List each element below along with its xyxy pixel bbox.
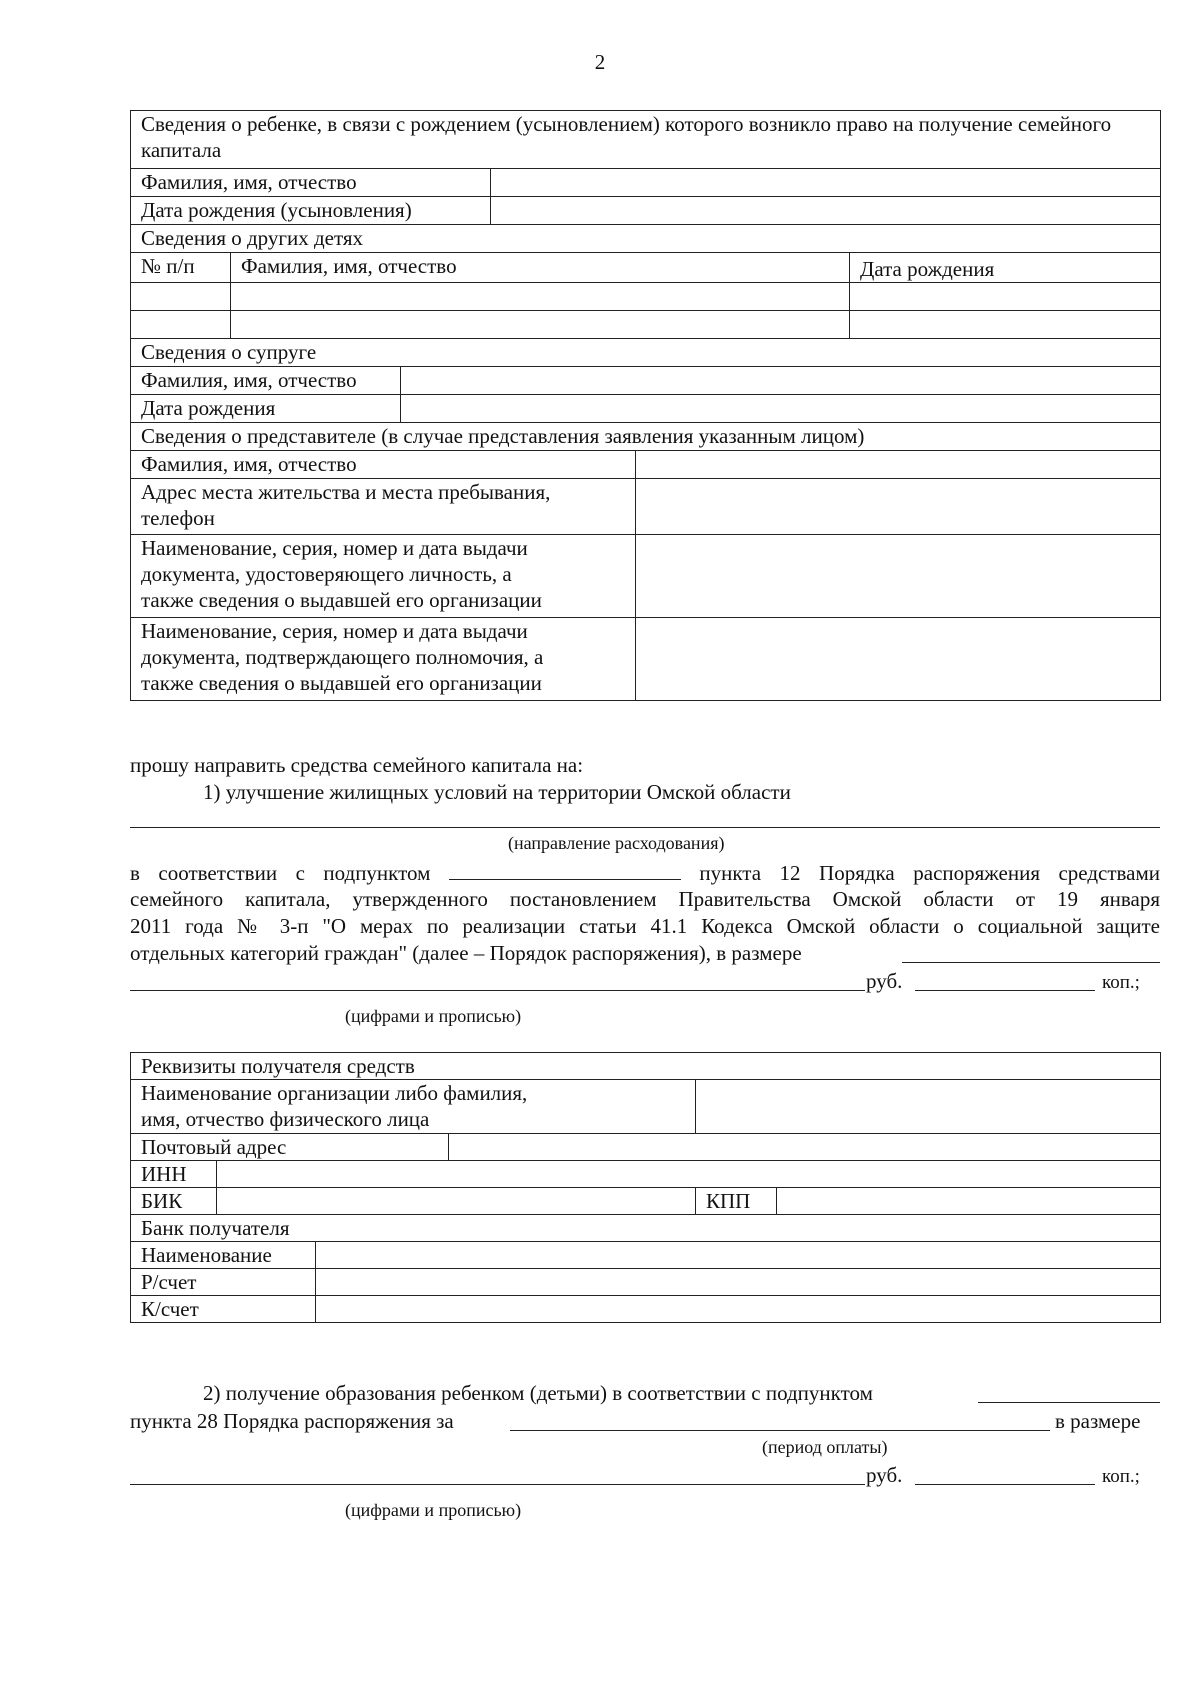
- inn-label: ИНН: [131, 1161, 217, 1188]
- spouse-birth-field[interactable]: [401, 395, 1161, 423]
- col-fio-header: Фамилия, имя, отчество: [231, 253, 850, 283]
- page-number: 2: [594, 50, 606, 74]
- amount-field[interactable]: [130, 990, 865, 991]
- paragraph-line-3: 2011 года № 3-п "О мерах по реализации статьи 41.1 Кодекса Омской области о социальной защите: [130, 914, 1160, 938]
- other-child-1-birth[interactable]: [850, 283, 1161, 311]
- education-subpoint-field[interactable]: [978, 1402, 1160, 1403]
- other-child-2-number[interactable]: [131, 311, 231, 339]
- col-number-header: № п/п: [131, 253, 231, 283]
- rep-address-label: Адрес места жительства и места пребывания, телефон: [131, 479, 636, 535]
- other-child-2-birth[interactable]: [850, 311, 1161, 339]
- bank-name-field[interactable]: [316, 1242, 1161, 1269]
- paragraph-line-1: в соответствии с подпунктом пункта 12 Порядка распоряжения средствами: [130, 861, 1161, 885]
- child-birth-field[interactable]: [491, 197, 1161, 225]
- rep-address-field[interactable]: [636, 479, 1161, 535]
- amount-caption-2: (цифрами и прописью): [345, 1500, 522, 1520]
- recipient-header: Реквизиты получателя средств: [131, 1053, 1161, 1080]
- rep-auth-doc-field[interactable]: [636, 618, 1161, 701]
- kop-field-1[interactable]: [915, 990, 1095, 991]
- other-child-1-fio[interactable]: [231, 283, 850, 311]
- period-field[interactable]: [510, 1430, 1050, 1431]
- other-child-2-fio[interactable]: [231, 311, 850, 339]
- direction-field[interactable]: [130, 827, 1160, 828]
- org-name-field[interactable]: [696, 1080, 1161, 1134]
- rep-id-doc-field[interactable]: [636, 535, 1161, 618]
- kop-field-2[interactable]: [915, 1484, 1095, 1485]
- other-child-1-number[interactable]: [131, 283, 231, 311]
- bank-name-label: Наименование: [131, 1242, 316, 1269]
- kop-label-1: коп.;: [1102, 972, 1140, 993]
- org-name-label: Наименование организации либо фамилия, имя, отчество физического лица: [131, 1080, 696, 1134]
- rs-field[interactable]: [316, 1269, 1161, 1296]
- kpp-label: КПП: [696, 1188, 777, 1215]
- rep-id-doc-label: Наименование, серия, номер и дата выдачи документа, удостоверяющего личность, а также сведения о выдавшей его организации: [131, 535, 636, 618]
- request-item-1: 1) улучшение жилищных условий на территории Омской области: [203, 780, 791, 804]
- postal-address-field[interactable]: [449, 1134, 1161, 1161]
- period-caption: (период оплаты): [762, 1437, 888, 1457]
- rep-fio-label: Фамилия, имя, отчество: [131, 451, 636, 479]
- bank-header: Банк получателя: [131, 1215, 1161, 1242]
- rs-label: Р/счет: [131, 1269, 316, 1296]
- spouse-header: Сведения о супруге: [131, 339, 1161, 367]
- representative-header: Сведения о представителе (в случае представления заявления указанным лицом): [131, 423, 1161, 451]
- applicant-info-table: [130, 110, 1161, 701]
- col-birth-header: Дата рождения: [850, 253, 1161, 283]
- kpp-field[interactable]: [777, 1188, 1161, 1215]
- inn-field[interactable]: [217, 1161, 1161, 1188]
- child-fio-label: Фамилия, имя, отчество: [131, 169, 491, 197]
- spouse-birth-label: Дата рождения: [131, 395, 401, 423]
- child-fio-field[interactable]: [491, 169, 1161, 197]
- child-birth-label: Дата рождения (усыновления): [131, 197, 491, 225]
- paragraph-line-4: отдельных категорий граждан" (далее – Порядок распоряжения), в размере: [130, 941, 802, 965]
- postal-address-label: Почтовый адрес: [131, 1134, 449, 1161]
- amount-caption-1: (цифрами и прописью): [345, 1006, 522, 1026]
- subpoint-field[interactable]: [449, 859, 681, 880]
- spouse-fio-field[interactable]: [401, 367, 1161, 395]
- amount-field-start[interactable]: [902, 962, 1160, 963]
- paragraph-line-2: семейного капитала, утвержденного постановлением Правительства Омской области от 19 января: [130, 887, 1160, 911]
- ks-field[interactable]: [316, 1296, 1161, 1323]
- rub-label-2: руб.: [866, 1463, 903, 1487]
- rub-label-1: руб.: [866, 969, 903, 993]
- rep-auth-doc-label: Наименование, серия, номер и дата выдачи документа, подтверждающего полномочия, а также сведения о выдавшей его организации: [131, 618, 636, 701]
- education-line-1: 2) получение образования ребенком (детьми) в соответствии с подпунктом: [203, 1381, 873, 1405]
- education-amount-field[interactable]: [130, 1484, 865, 1485]
- ks-label: К/счет: [131, 1296, 316, 1323]
- spouse-fio-label: Фамилия, имя, отчество: [131, 367, 401, 395]
- education-line-2: пункта 28 Порядка распоряжения за: [130, 1409, 454, 1433]
- kop-label-2: коп.;: [1102, 1466, 1140, 1487]
- in-amount-label: в размере: [1055, 1409, 1141, 1433]
- recipient-details-table: [130, 1052, 1161, 1323]
- rep-fio-field[interactable]: [636, 451, 1161, 479]
- bik-label: БИК: [131, 1188, 217, 1215]
- child-section-header: Сведения о ребенке, в связи с рождением (усыновлением) которого возникло право на получение семейного капитала: [131, 111, 1161, 169]
- request-intro: прошу направить средства семейного капитала на:: [130, 753, 584, 777]
- other-children-header: Сведения о других детях: [131, 225, 1161, 253]
- bik-field[interactable]: [217, 1188, 696, 1215]
- direction-caption: (направление расходования): [508, 833, 725, 853]
